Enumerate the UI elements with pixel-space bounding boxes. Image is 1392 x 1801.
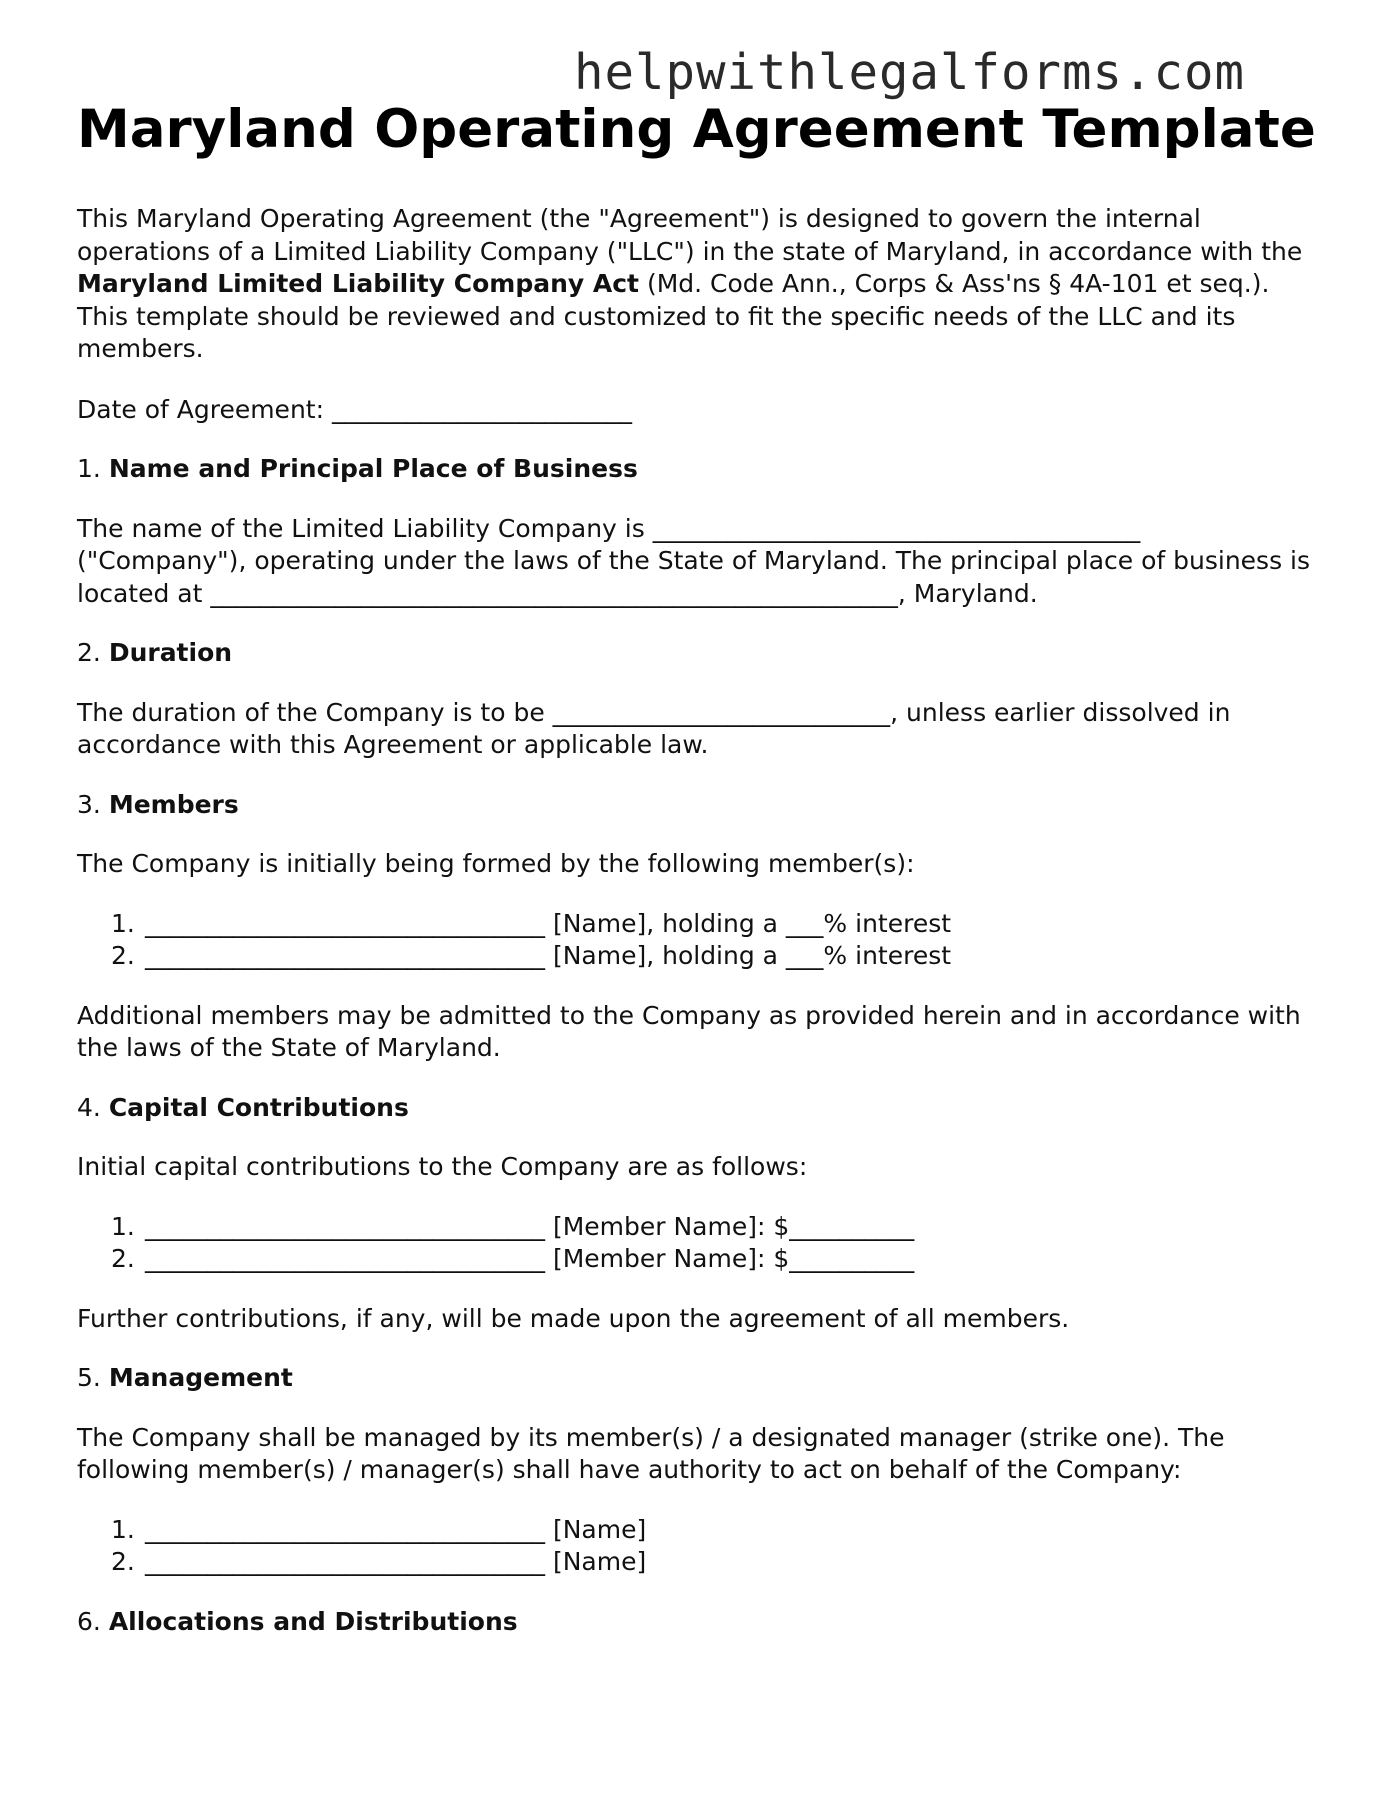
section-4-heading [77,1092,1317,1125]
list-number: 2. [111,1547,135,1576]
list-item-text: ________________________________ [Member Name]: $__________ [145,1244,915,1273]
section-title: Management [108,1363,293,1392]
section-number: 1. [77,454,109,483]
list-number: 1. [111,1211,135,1241]
list-item-text: ________________________________ [Name], holding a ___% interest [145,908,952,938]
section-5-heading [77,1362,1317,1395]
list-item-text: ________________________________ [Name], holding a ___% interest [145,941,952,970]
section-3-after: Additional members may be admitted to the Company as provided herein and in accordance with the laws of the State of Maryland. [77,1000,1301,1062]
document-title: Maryland Operating Agreement Template [77,99,1316,160]
section-number: 6. [77,1606,109,1636]
intro-text-before: This Maryland Operating Agreement (the "Agreement") is designed to govern the internal operations of a Limited Liability Company ("LLC") in the state of Maryland, in accordance with the [77,204,1303,266]
section-title: Name and Principal Place of Business [108,454,638,483]
section-1-heading [77,453,1317,486]
intro-text-after: (Md. Code Ann., Corps & Ass'ns § 4A-101 et seq.). This template should be reviewed and customized to fit the specific needs of the LLC and its members. [77,269,1270,363]
section-number: 3. [77,789,109,819]
list-number: 2. [111,1244,135,1273]
section-title: Members [108,789,239,819]
section-1-body: The name of the Limited Liability Company is _______________________________________ ("Company"), operating under the laws of the State of Maryland. The principal place of business is located at _______________________________________________________, Maryland. [77,513,1311,608]
section-5-body: The Company shall be managed by its member(s) / a designated manager (strike one). The following member(s) / manager(s) shall have authority to act on behalf of the Company: [77,1422,1225,1484]
members-list [77,908,1317,973]
section-2-body: The duration of the Company is to be ___________________________, unless earlier dissolved in accordance with this Agreement or applicable law. [77,697,1231,759]
list-number: 1. [111,1514,135,1544]
section-2-heading [77,637,1317,670]
list-item [111,1211,1317,1244]
section-4-body: Initial capital contributions to the Company are as follows: [77,1152,808,1181]
list-item [111,1514,1317,1547]
act-name: Maryland Limited Liability Company Act [77,269,640,298]
site-watermark: helpwithlegalforms.com [574,44,1246,101]
section-number: 2. [77,638,109,667]
section-3-heading [77,789,1317,822]
list-number: 1. [111,908,135,938]
list-number: 2. [111,941,135,970]
list-item [111,940,1317,973]
intro-paragraph [77,203,1317,366]
list-item-text: ________________________________ [Member Name]: $__________ [145,1211,915,1241]
section-title: Allocations and Distributions [108,1606,518,1636]
list-item [111,1546,1317,1579]
section-4-after: Further contributions, if any, will be made upon the agreement of all members. [77,1303,1070,1333]
list-item [111,1243,1317,1276]
list-item-text: ________________________________ [Name] [145,1514,647,1544]
contributions-list [77,1211,1317,1276]
list-item-text: ________________________________ [Name] [145,1547,647,1576]
date-of-agreement-line: Date of Agreement: ________________________ [77,394,632,424]
document-page [77,98,1317,1638]
section-title: Duration [108,638,233,667]
managers-list [77,1514,1317,1579]
section-title: Capital Contributions [108,1092,409,1122]
section-3-body: The Company is initially being formed by the following member(s): [77,849,915,878]
section-6-heading [77,1606,1317,1639]
section-number: 5. [77,1363,109,1392]
list-item [111,908,1317,941]
section-number: 4. [77,1092,109,1122]
